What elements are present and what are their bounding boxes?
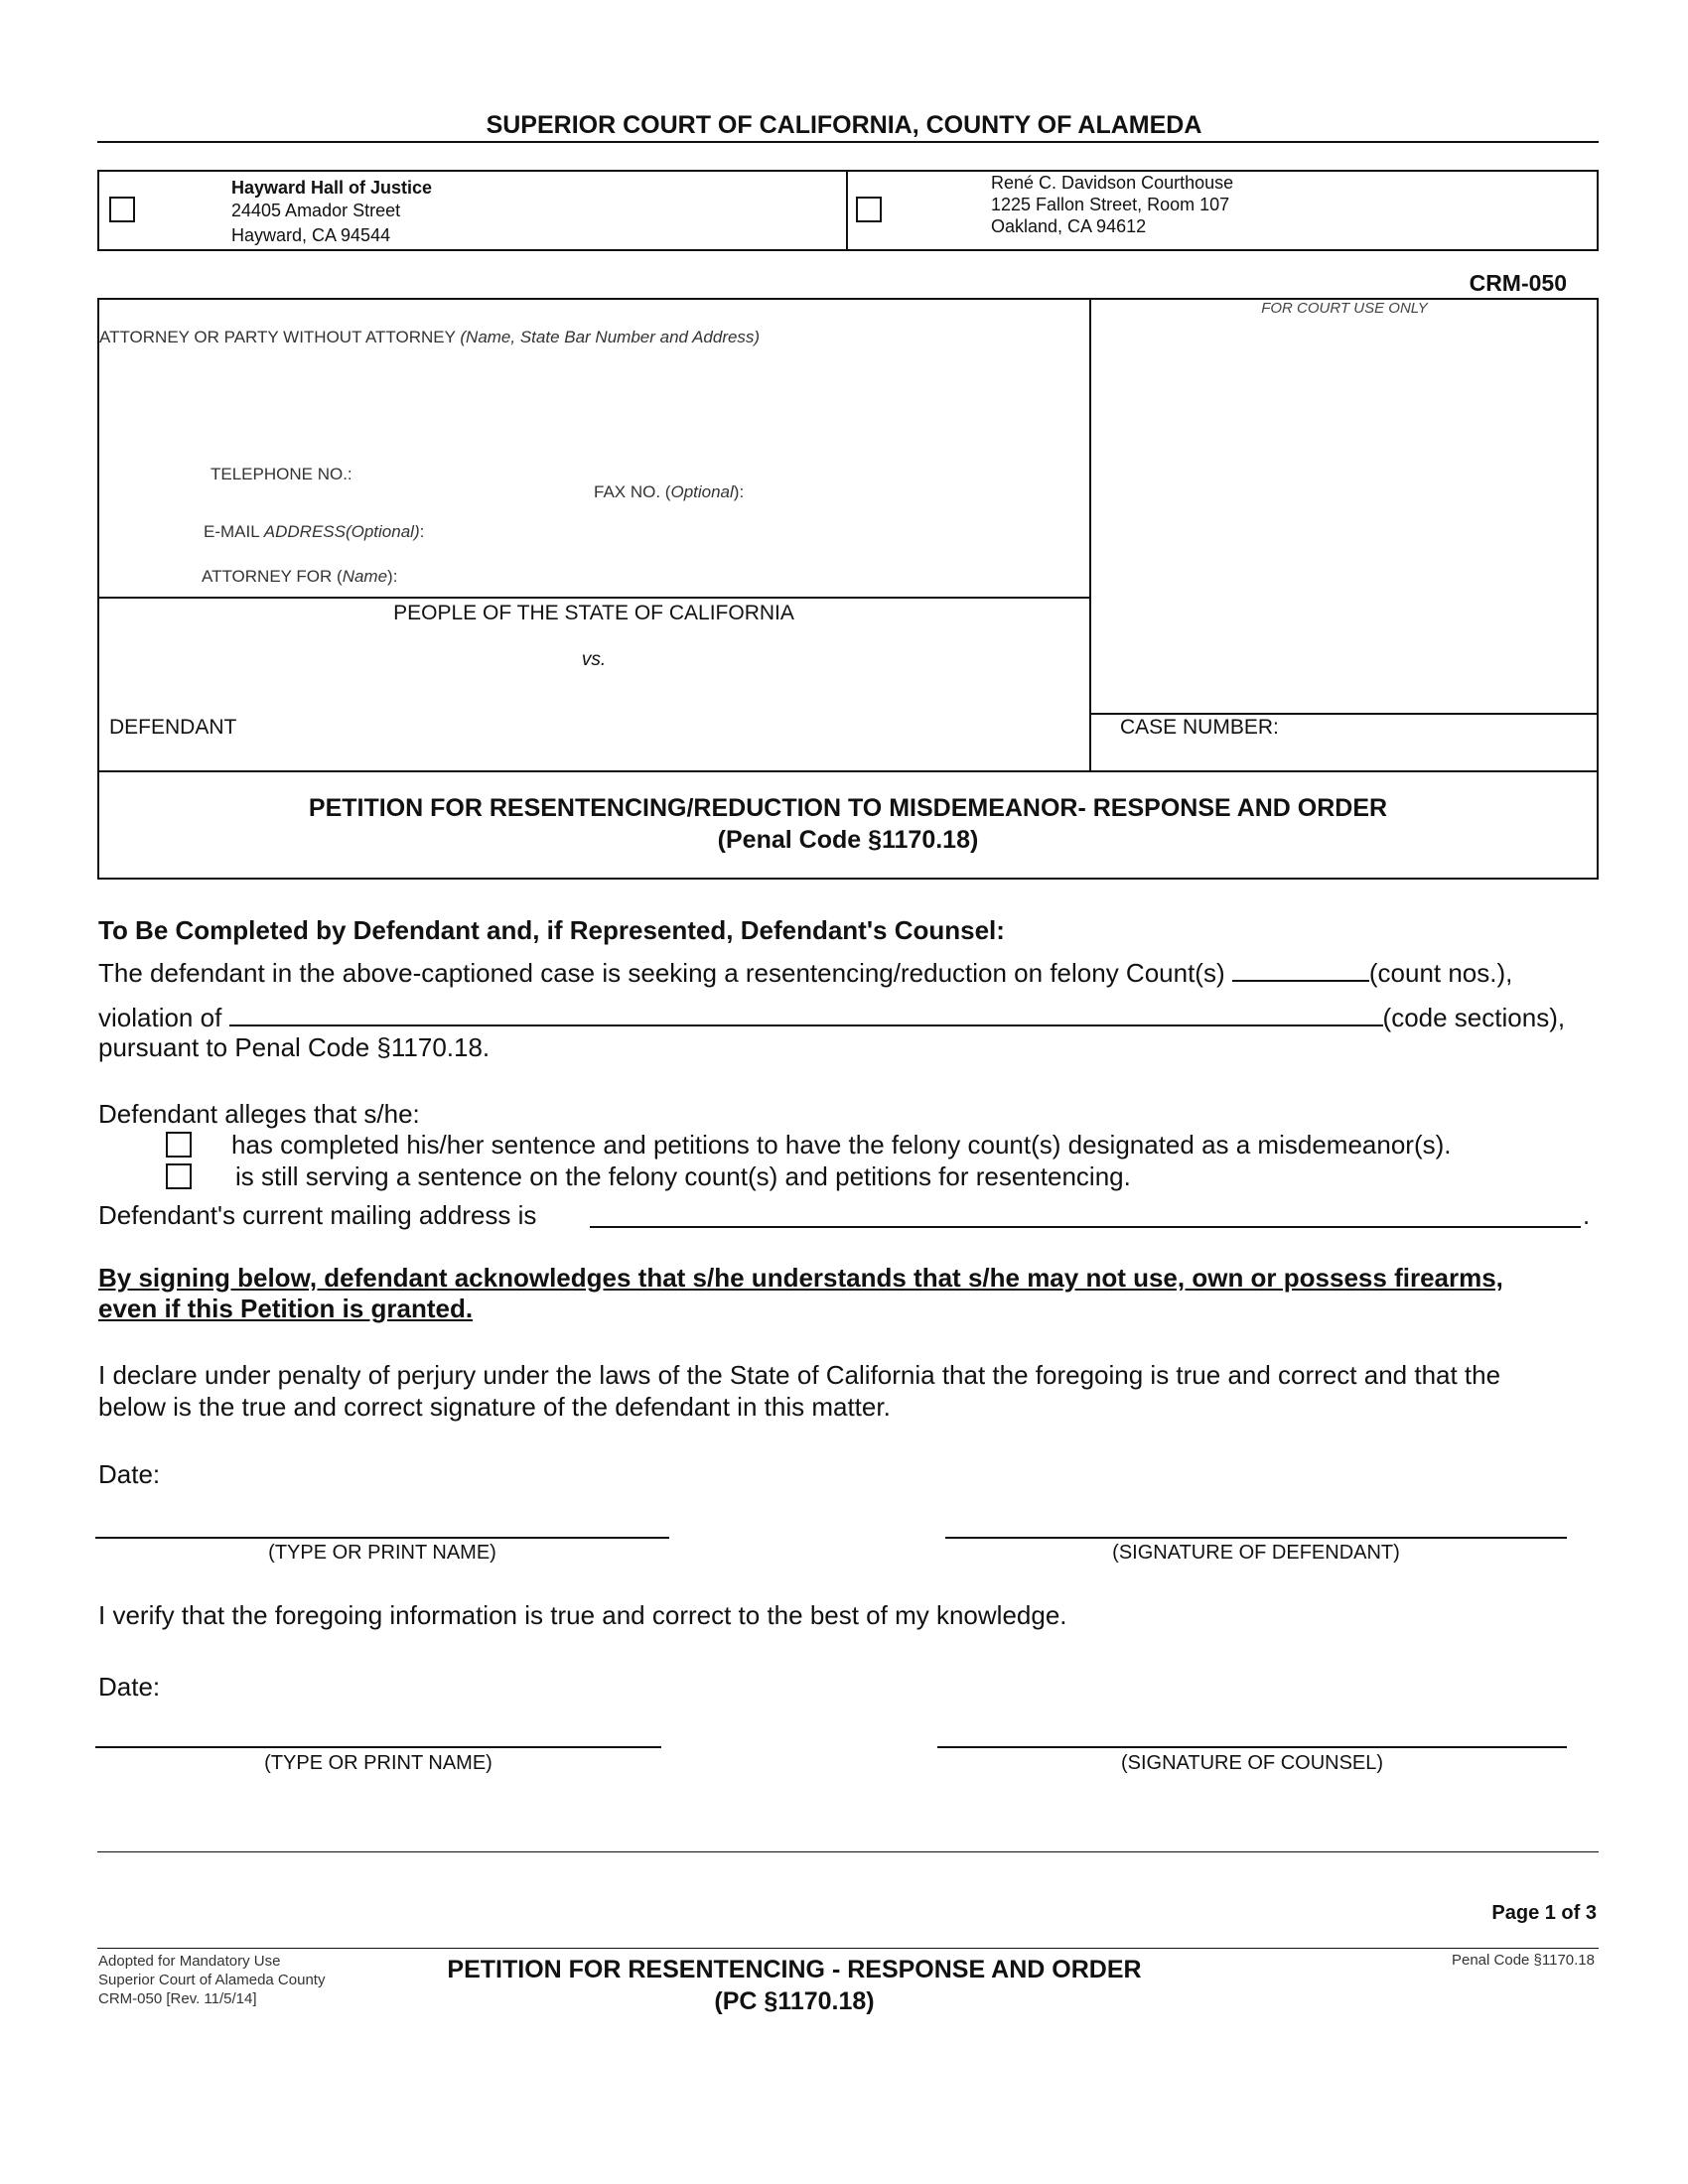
hayward-city: Hayward, CA 94544 (231, 225, 391, 245)
date-label-counsel: Date: (98, 1672, 161, 1702)
verification-statement: I verify that the foregoing information is true and correct to the best of my knowledge. (98, 1600, 1067, 1630)
adopted-notice (98, 1952, 325, 2008)
header-rule (97, 141, 1599, 143)
footer-title: PETITION FOR RESENTENCING - RESPONSE AND ORDER (447, 1956, 1142, 1983)
oakland-checkbox[interactable] (856, 197, 882, 222)
email-label-close: : (419, 522, 425, 541)
petition-title: PETITION FOR RESENTENCING/REDUCTION TO MISDEMEANOR- RESPONSE AND ORDER (308, 794, 1388, 822)
pursuant-line: pursuant to Penal Code §1170.18. (98, 1032, 491, 1062)
email-label (204, 522, 424, 542)
alleges-label: Defendant alleges that s/he: (98, 1099, 420, 1129)
count-nos-field[interactable] (1232, 958, 1369, 982)
case-number-label: CASE NUMBER: (1120, 716, 1279, 739)
attorney-for-label-close: ): (387, 567, 398, 586)
completed-sentence-checkbox[interactable] (166, 1132, 192, 1158)
option-completed-sentence: has completed his/her sentence and petitions to have the felony count(s) designated as a misdemeanor(s). (231, 1130, 1452, 1160)
firearms-notice-line1: By signing below, defendant acknowledges that s/he understands that s/he may not use, own or possess firearms, (98, 1263, 1503, 1293)
count-line-suffix: (count nos.), (1368, 958, 1513, 988)
code-sections-field[interactable] (229, 1003, 1383, 1026)
defendant-signature-field[interactable] (945, 1537, 1567, 1539)
mailing-address-line (98, 1200, 536, 1231)
court-location-divider (846, 170, 848, 251)
hayward-name: Hayward Hall of Justice (231, 178, 433, 198)
adopted-line-2: Superior Court of Alameda County (98, 1972, 326, 1988)
adopted-line-3: CRM-050 [Rev. 11/5/14] (98, 1990, 257, 2007)
fax-label-close: ): (733, 482, 745, 501)
mailing-address-end: . (1583, 1200, 1591, 1230)
declaration-line1: I declare under penalty of perjury under the laws of the State of California that the foregoing is true and correct and that the (98, 1360, 1501, 1390)
attorney-label-note: (Name, State Bar Number and Address) (460, 328, 761, 346)
oakland-address (991, 172, 1233, 237)
defendant-signature-label: (SIGNATURE OF DEFENDANT) (1112, 1542, 1400, 1564)
footer-subtitle: (PC §1170.18) (714, 1987, 875, 2015)
violation-line (98, 1003, 1565, 1033)
hayward-checkbox[interactable] (109, 197, 135, 222)
counsel-signature-field[interactable] (937, 1746, 1567, 1748)
court-title: SUPERIOR COURT OF CALIFORNIA, COUNTY OF ALAMEDA (486, 111, 1202, 139)
firearms-notice-line2: even if this Petition is granted. (98, 1294, 474, 1323)
hayward-address (231, 177, 432, 247)
email-label-text: E-MAIL (204, 522, 264, 541)
adopted-line-1: Adopted for Mandatory Use (98, 1953, 281, 1970)
footer-rule (97, 1948, 1599, 1949)
fax-label-text: FAX NO. ( (594, 482, 671, 501)
petition-title-box (97, 770, 1599, 880)
mailing-address-field[interactable] (590, 1226, 1581, 1228)
count-line-text: The defendant in the above-captioned case is seeking a resentencing/reduction on felony Count(s) (98, 958, 1225, 988)
page-number: Page 1 of 3 (1491, 1902, 1597, 1924)
attorney-label-text: ATTORNEY OR PARTY WITHOUT ATTORNEY (99, 328, 456, 346)
attorney-for-label (202, 567, 397, 587)
form-number: CRM-050 (1469, 270, 1567, 296)
mailing-address-label: Defendant's current mailing address is (98, 1200, 537, 1230)
case-number-rule (1090, 713, 1599, 715)
count-line (98, 958, 1512, 989)
fax-label-note: Optional (670, 482, 734, 501)
counsel-signature-label: (SIGNATURE OF COUNSEL) (1120, 1752, 1384, 1774)
violation-prefix: violation of (98, 1003, 222, 1032)
declaration-line2: below is the true and correct signature of the defendant in this matter. (98, 1392, 891, 1422)
defendant-name-field[interactable] (95, 1537, 669, 1539)
versus-label: vs. (581, 649, 607, 670)
petition-subtitle: (Penal Code §1170.18) (717, 826, 979, 854)
footer-separator (97, 1851, 1599, 1852)
telephone-label: TELEPHONE NO.: (211, 465, 352, 483)
counsel-name-field[interactable] (95, 1746, 661, 1748)
court-use-only-label: FOR COURT USE ONLY (1261, 300, 1428, 317)
oakland-name: René C. Davidson Courthouse (991, 173, 1234, 193)
footer-code-reference: Penal Code §1170.18 (1451, 1952, 1595, 1969)
oakland-street: 1225 Fallon Street, Room 107 (991, 195, 1230, 214)
email-label-note: ADDRESS(Optional) (263, 522, 420, 541)
plaintiff-name: PEOPLE OF THE STATE OF CALIFORNIA (393, 602, 794, 624)
date-label-defendant: Date: (98, 1459, 161, 1489)
hayward-street: 24405 Amador Street (231, 201, 401, 220)
attorney-section-rule (97, 597, 1090, 599)
attorney-for-label-text: ATTORNEY FOR ( (202, 567, 343, 586)
oakland-city: Oakland, CA 94612 (991, 216, 1147, 236)
defendant-label: DEFENDANT (109, 716, 237, 739)
still-serving-checkbox[interactable] (166, 1163, 192, 1189)
defendant-name-label: (TYPE OR PRINT NAME) (268, 1542, 496, 1564)
attorney-label (99, 328, 760, 347)
violation-suffix: (code sections), (1382, 1003, 1566, 1032)
counsel-name-label: (TYPE OR PRINT NAME) (264, 1752, 492, 1774)
fax-label (594, 482, 744, 502)
section-heading: To Be Completed by Defendant and, if Represented, Defendant's Counsel: (98, 915, 1005, 945)
option-still-serving: is still serving a sentence on the felony count(s) and petitions for resentencing. (235, 1161, 1131, 1191)
attorney-for-label-note: Name (342, 567, 388, 586)
caption-vertical-divider (1089, 298, 1091, 772)
